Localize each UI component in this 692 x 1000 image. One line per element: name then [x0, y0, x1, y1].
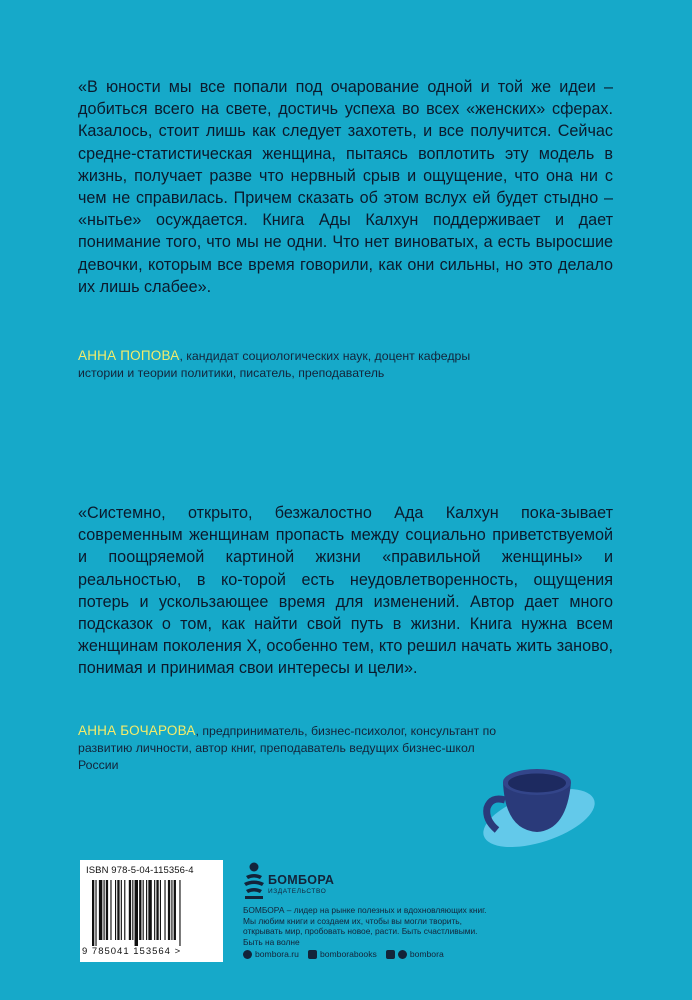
barcode-bar — [92, 880, 94, 946]
barcode-bar — [146, 880, 147, 940]
barcode-bar — [139, 880, 141, 940]
barcode-bar — [104, 880, 105, 940]
barcode-bar — [143, 880, 144, 940]
quote-1-attribution — [78, 347, 518, 382]
barcode-bar — [115, 880, 116, 940]
barcode-bar — [124, 880, 125, 940]
barcode-bar — [148, 880, 151, 940]
quote-2-author-name: АННА БОЧАРОВА — [78, 723, 196, 738]
bombora-logo-icon — [243, 862, 265, 902]
publisher-links — [243, 949, 444, 959]
barcode — [80, 860, 223, 962]
barcode-bar — [106, 880, 108, 940]
barcode-bar — [160, 880, 161, 940]
barcode-bar — [168, 880, 170, 940]
barcode-bar — [171, 880, 172, 940]
quote-2-text: «Системно, открыто, безжалостно Ада Калхун пока-зывает современным женщинам пропасть между социально приветствуемой и поощряемой картиной жизни «правильной женщины» и реальностью, в ко-торой есть неудовлетворенность, ощущения потерь и ускользающее время для изменений. Автор дает много подсказок о том, как найти свой путь в жизни. Книга нужна всем женщинам поколения Х, особенно тем, кто решил начать жить заново, понимая и принимая свои интересы и цели». — [78, 504, 613, 678]
publisher-description: БОМБОРА – лидер на рынке полезных и вдохновляющих книг. Мы любим книги и создаем их, чтобы вы могли творить, открывать мир, пробовать новое, расти. Быть счастливыми. Быть на волне — [243, 905, 487, 948]
globe-icon — [243, 950, 252, 959]
barcode-bar — [156, 880, 158, 940]
barcode-bar — [129, 880, 131, 940]
barcode-bar — [174, 880, 176, 940]
quote-1-author-name: АННА ПОПОВА — [78, 348, 180, 363]
quote-1-author-desc: , кандидат социологических наук, доцент кафедры истории и теории политики, писатель, преподаватель — [78, 349, 471, 380]
link-telegram[interactable]: bombora — [386, 949, 444, 959]
barcode-bar — [110, 880, 111, 940]
quote-1-text: «В юности мы все попали под очарование одной и той же идеи – добиться всего на свете, достичь успеха во всех «женских» сферах. Казалось, стоит лишь как следует захотеть, и все получится. Сейчас средне-статистическая женщина, пытаясь воплотить эту модель в жизнь, получает разве что нервный срыв и ощущение, что она ни с чем не справилась. Причем сказать об этом вслух ей будет стыдно – «нытье» осуждается. Книга Ады Калхун поддерживает и дает понимание того, что мы не одни. Что нет виноватых, а есть выросшие девочки, которым все время говорили, как они сильны, но это делало их лишь слабее». — [78, 78, 613, 296]
publisher-name: БОМБОРА — [268, 873, 335, 887]
vk-icon — [308, 950, 317, 959]
coffee-cup-illustration — [475, 760, 600, 850]
telegram-icon — [386, 950, 395, 959]
barcode-bars — [92, 880, 212, 946]
isbn-text: ISBN 978-5-04-115356-4 — [86, 865, 194, 876]
quote-2-attribution — [78, 722, 518, 774]
barcode-bar — [135, 880, 138, 946]
barcode-bar — [132, 880, 133, 940]
barcode-bar — [154, 880, 155, 940]
barcode-bar — [164, 880, 165, 940]
quote-2 — [78, 502, 613, 680]
barcode-bar — [179, 880, 180, 946]
publisher-subtitle: ИЗДАТЕЛЬСТВО — [268, 888, 327, 895]
barcode-bar — [117, 880, 119, 940]
telegram-icon — [398, 950, 407, 959]
link-website[interactable]: bombora.ru — [243, 949, 299, 959]
quote-1 — [78, 76, 613, 298]
quote-2-author-desc: , предприниматель, бизнес-психолог, консультант по развитию личности, автор книг, преподаватель ведущих бизнес-школ России — [78, 724, 497, 772]
barcode-bar — [99, 880, 102, 940]
barcode-bar — [121, 880, 122, 940]
barcode-bar — [95, 880, 96, 946]
barcode-digits: 9 785041 153564 > — [82, 946, 182, 957]
link-vk[interactable]: bomborabooks — [308, 949, 377, 959]
